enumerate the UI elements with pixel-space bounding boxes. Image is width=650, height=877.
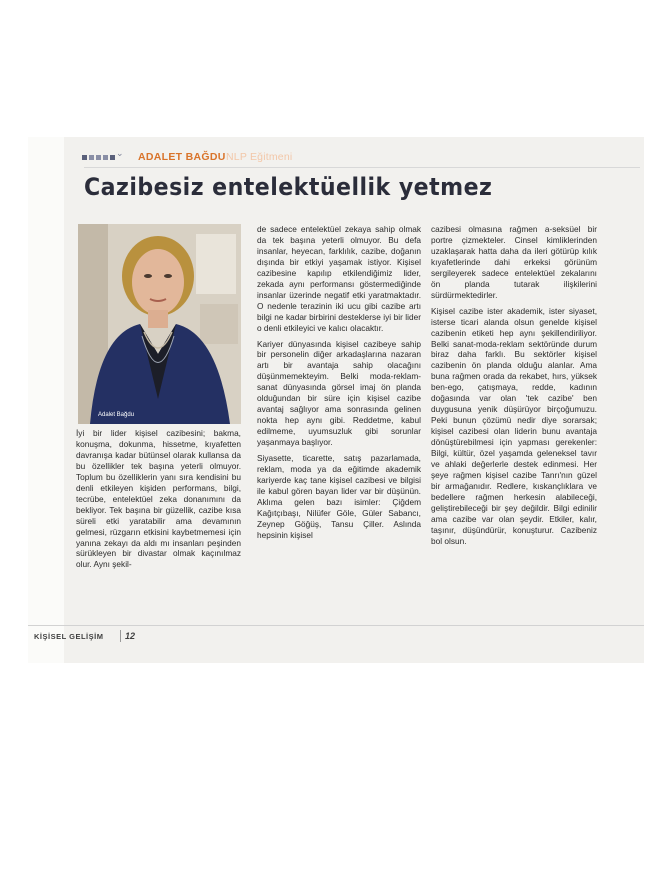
page-margin-band <box>28 137 64 663</box>
paragraph: Kişisel cazibe ister akademik, ister siyaset, isterse ticari alanda olsun genelde kişisel cazibenin etiketi hep aynı şekillendiriliyor. Belki sanat-moda-reklam sektöründe durum biraz daha farklı. Bu sektörler kişisel cazibenin ön planda olduğu alanlar. Ama buna rağmen orada da rekabet, hırs, yüksek ben-ego, çatışmaya, redde, kadının doğasında var olan 'tek cazibe' ben duygusuna yenik düşürüyor birçoğumuzu. Peki bunun çözümü nedir diye sorarsak; kişisel cazibesi olan liderin bunu avantaja dönüştürebilmesi için yapması gerekenler: Bilgi, kültür, özel yaşamda geleneksel tavır ve ahlaki değerlerle destek edinmesi. Her şeye rağmen kişisel cazibe Tanrı'nın güzel bir armağanıdır. Redlere, kıskançlıklara ve bedellere rağmen herkesin alabileceği, geliştirebileceği bir şey değildir. Bilgi edinilir ama cazibe var olan şeydir. Etkiler, kalır, taşınır, düşündürür, konuşturur. Cazibeniz bol olsun. <box>431 305 597 546</box>
paragraph: de sadece entelektüel zekaya sahip olmak da tek başına yeterli olmuyor. Bu defa insanlar, heyecan, farklılık, cazibe, doğanın dışında bir etkiyi yaşamak istiyor. Kişisel cazibesine kapılıp etkilendiğimiz lider, zekada aynı performansı göstermediğinde insanlar üzerinde negatif etki yaratmaktadır. O nedenle terazinin iki ucu gibi cazibe artı bilgi ne kadar birbirini desteklerse iyi bir lider o denli etkileyici ve kalıcı olacaktır. <box>257 224 421 333</box>
page-number: 12 <box>125 631 136 641</box>
text-column-2 <box>257 224 421 546</box>
text-column-1 <box>76 428 241 575</box>
section-name: KİŞİSEL GELİŞİM <box>34 632 104 641</box>
footer-separator <box>120 630 121 642</box>
paragraph: Siyasette, ticarette, satış pazarlamada, reklam, moda ya da eğitimde akademik kariyerde kaç tane kişisel cazibesi ve bilgisi ile kabul gören bayan lider var bir düşünün. Aklıma gelen bazı isimler: Çiğdem Kağıtçıbaşı, Nilüfer Göle, Güler Sabancı, Zeynep Göğüş, Tansu Çiller. Aslında hepsinin kişisel <box>257 453 421 540</box>
magazine-page <box>28 137 644 663</box>
header-divider <box>84 167 640 168</box>
footer-divider <box>28 625 644 626</box>
article-title: Cazibesiz entelektüellik yetmez <box>84 173 493 201</box>
paragraph: İyi bir lider kişisel cazibesini; bakma, konuşma, dokunma, hissetme, kıyafetten davranışa kadar bütünsel olarak kullansa da bu özellikler tek başına yeterli olmuyor. Toplum bu özelliklerin yanı sıra kendisini bu denli etkileyen kişiden performans, bilgi, tecrübe, entelektüel zeka donanımını da bekliyor. Tek başına bir güzellik, cazibe kısa süreli etki yaratabilir ama devamının gelmesi, rüzgarın etkisini kaybetmemesi için yanına zekayı da aldı mı insanları peşinden sürükleyen bir divastar olmak kaçınılmaz olur. Aynı şekil- <box>76 428 241 570</box>
paragraph: cazibesi olmasına rağmen a-seksüel bir portre çizmekteler. Cinsel kimliklerinden uzaklaşarak hatta daha da ileri götürüp kılık kıyafetlerinde dahi erkeksi görünüm sergileyerek sadece entelektüel zekalarını ön planda tutarak ilişkilerini sürdürmektedirler. <box>431 224 597 300</box>
author-photo <box>78 224 241 424</box>
decorative-squares-icon <box>82 155 115 160</box>
paragraph: Kariyer dünyasında kişisel cazibeye sahip bir personelin diğer arkadaşlarına nazaran artı bir avantaja sahip olacağını düşünmemekteyim. Belki moda-reklam-sanat dünyasında görsel imaj ön planda olduğundan bir süre için kişisel cazibe avantaj sağlıyor ama sonrasında gelinen nokta hep aynı gibi. Reddetme, kabul edilmeme, uyumsuzluk gibi sorunlar yaşanmaya başlıyor. <box>257 338 421 448</box>
photo-caption: Adalet Bağdu <box>98 412 135 418</box>
series-label: NLP Eğitmeni <box>226 151 293 163</box>
chevron-down-icon: ⌄ <box>116 148 124 158</box>
author-name: ADALET BAĞDU <box>138 151 226 163</box>
article-header <box>78 148 634 165</box>
portrait-illustration <box>78 224 241 424</box>
text-column-3 <box>431 224 597 552</box>
